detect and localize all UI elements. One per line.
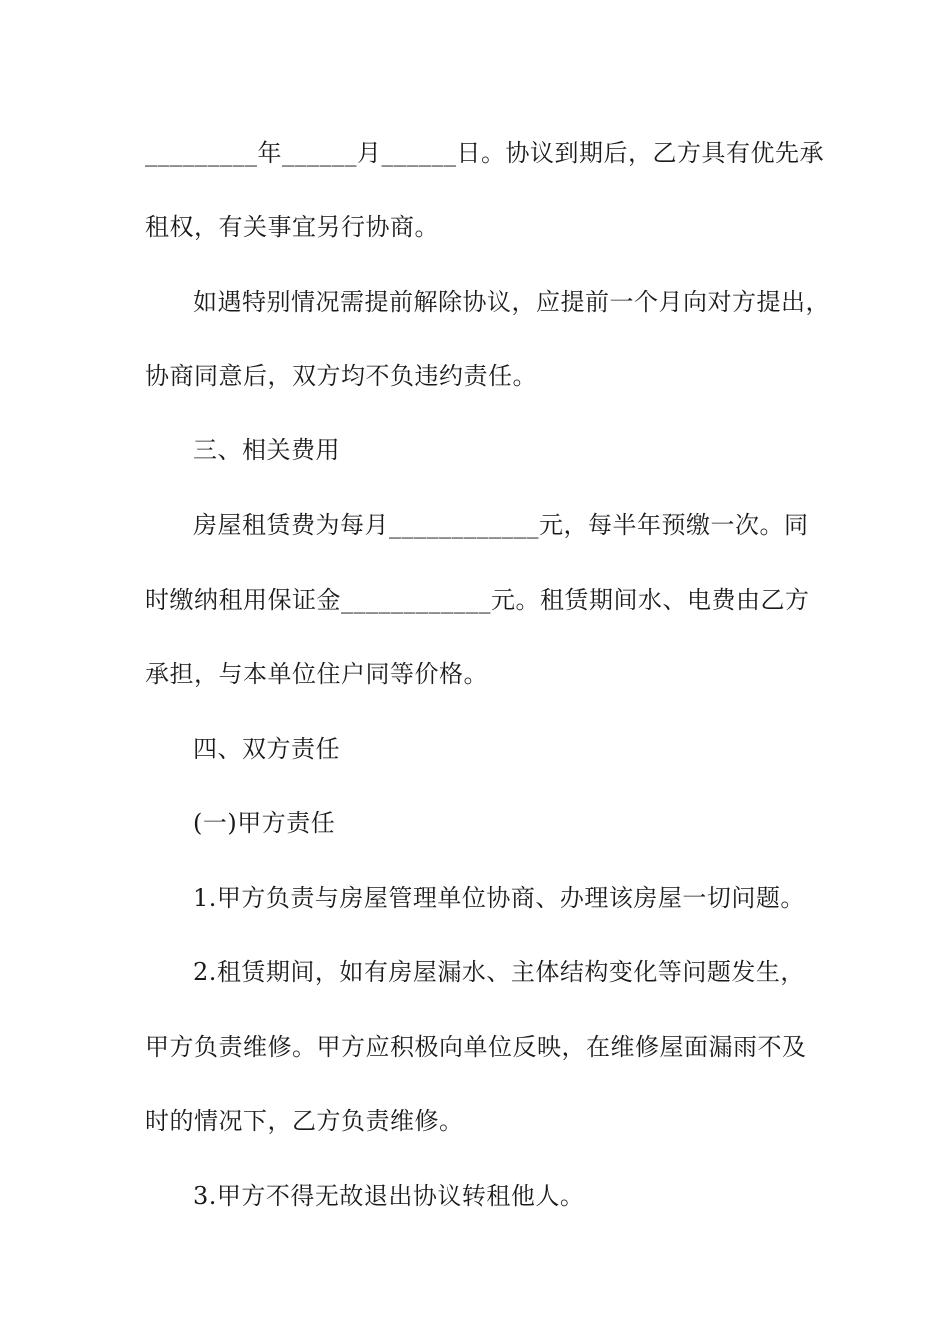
text-line: 承担，与本单位住户同等价格。 [145, 660, 488, 688]
text-line: 时的情况下，乙方负责维修。 [145, 1107, 464, 1135]
list-item: 3.甲方不得无故退出协议转租他人。 [193, 1182, 585, 1210]
text-line: _________年______月______日。协议到期后，乙方具有优先承 [145, 139, 824, 167]
list-item: 1.甲方负责与房屋管理单位协商、办理该房屋一切问题。 [193, 884, 805, 912]
subsection-heading: (一)甲方责任 [193, 809, 336, 837]
text-line: 如遇特别情况需提前解除协议，应提前一个月向对方提出， [193, 288, 830, 316]
section-heading: 四、双方责任 [193, 735, 340, 763]
text-line: 房屋租赁费为每月____________元，每半年预缴一次。同 [193, 511, 809, 539]
list-item: 2.租赁期间，如有房屋漏水、主体结构变化等问题发生， [193, 958, 805, 986]
text-line: 协商同意后，双方均不负违约责任。 [145, 362, 537, 390]
text-line: 甲方负责维修。甲方应积极向单位反映，在维修屋面漏雨不及 [145, 1033, 807, 1061]
text-line: 租权，有关事宜另行协商。 [145, 213, 439, 241]
text-line: 时缴纳租用保证金____________元。租赁期间水、电费由乙方 [145, 586, 810, 614]
section-heading: 三、相关费用 [193, 436, 340, 464]
